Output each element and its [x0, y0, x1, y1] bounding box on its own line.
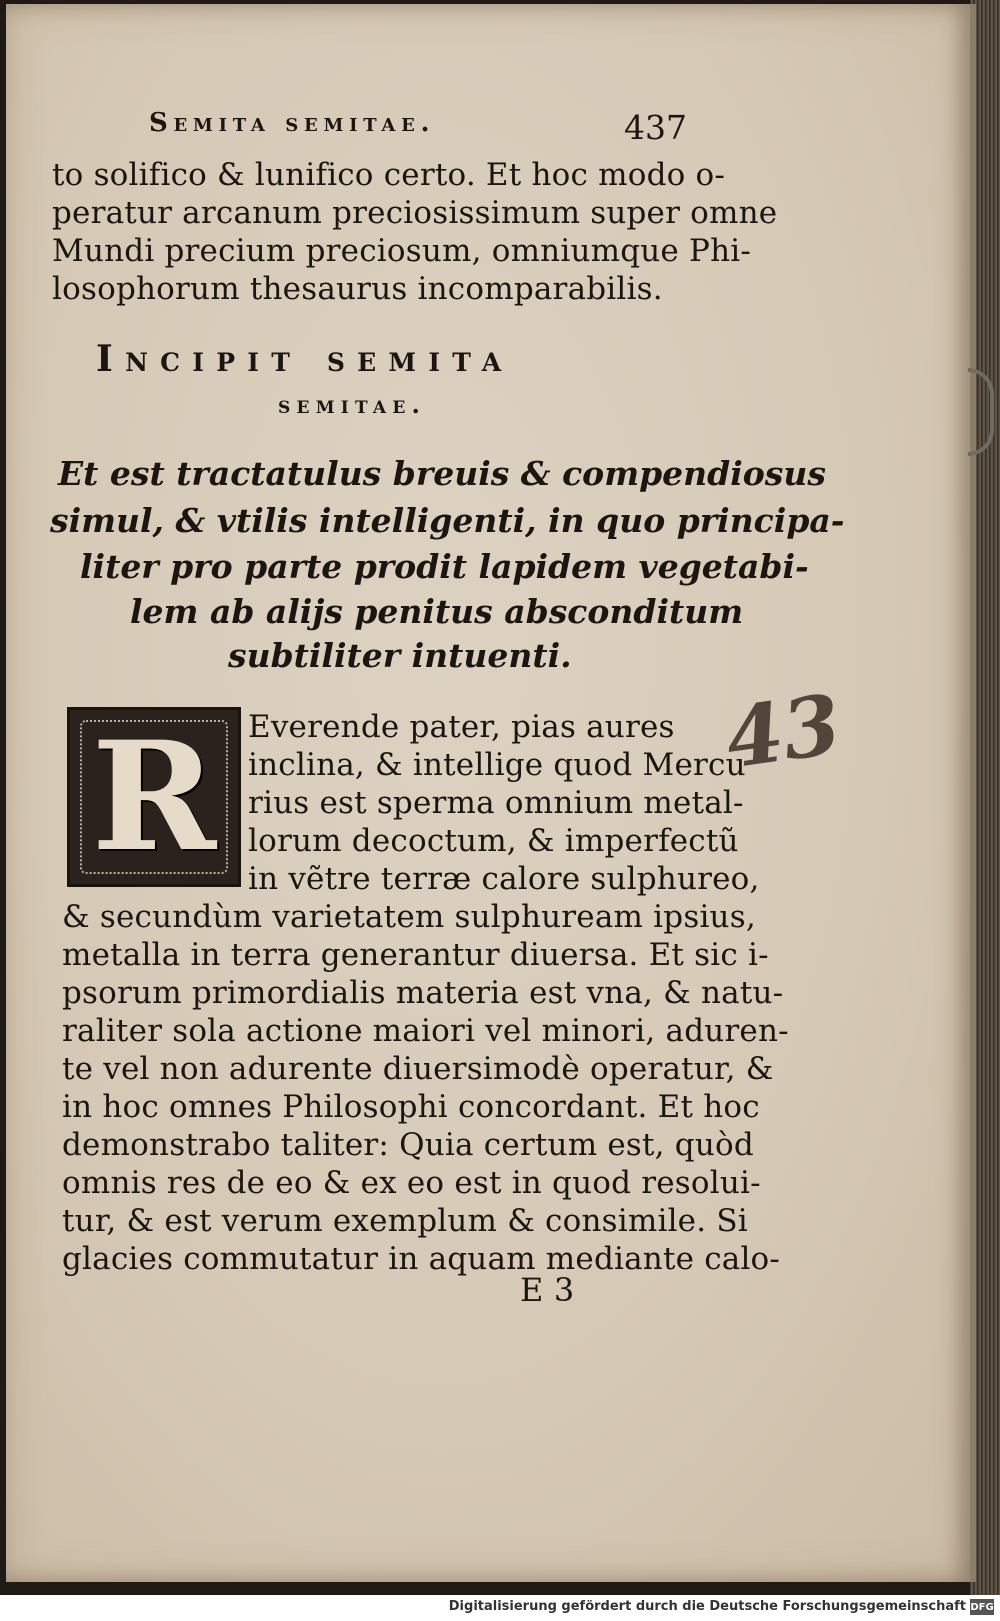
text-line: Mundi precium preciosum, omniumque Phi-: [52, 233, 752, 269]
text-line: in vẽtre terræ calore sulphureo,: [248, 861, 760, 897]
text-line: tur, & est verum exemplum & consimile. Si: [62, 1203, 748, 1239]
subtitle-line: Et est tractatulus breuis & compendiosus: [58, 454, 826, 493]
text-line: te vel non adurente diuersimodè operatur, &: [62, 1051, 774, 1087]
text-line: losophorum thesaurus incomparabilis.: [52, 271, 663, 307]
text-line: & secundùm varietatem sulphuream ipsius,: [62, 899, 756, 935]
text-line: peratur arcanum preciosissimum super omne: [52, 195, 778, 231]
footer-credit: Digitalisierung gefördert durch die Deutsche Forschungsgemeinschaft: [448, 1599, 966, 1614]
text-line: raliter sola actione maiori vel minori, aduren-: [62, 1013, 789, 1049]
section-heading-continued: semitae.: [278, 390, 427, 419]
running-title: Semita semitae.: [149, 108, 436, 138]
initial-ornament: [80, 709, 228, 885]
text-line: to solifico & lunifico certo. Et hoc modo o-: [52, 157, 726, 193]
text-line: demonstrabo taliter: Quia certum est, quòd: [62, 1127, 754, 1163]
text-line: lorum decoctum, & imperfectũ: [248, 823, 739, 859]
signature-mark: E 3: [520, 1271, 575, 1309]
subtitle-line: simul, & vtilis intelligenti, in quo principa-: [50, 501, 845, 540]
section-heading: Incipit semita: [96, 338, 514, 380]
text-line: Everende pater, pias aures: [248, 709, 675, 745]
subtitle-line: liter pro parte prodit lapidem vegetabi-: [80, 547, 809, 586]
handwritten-shelfmark: 43: [719, 676, 847, 788]
dfg-logo: DFG: [970, 1599, 994, 1615]
subtitle-line: lem ab alijs penitus absconditum: [130, 592, 744, 631]
text-line: omnis res de eo & ex eo est in quod resolui-: [62, 1165, 761, 1201]
page-number: 437: [624, 108, 687, 147]
text-line: glacies commutatur in aquam mediante calo-: [62, 1241, 781, 1277]
book-page: [6, 4, 976, 1582]
text-line: metalla in terra generantur diuersa. Et sic i-: [62, 937, 769, 973]
text-line: in hoc omnes Philosophi concordant. Et hoc: [62, 1089, 760, 1125]
subtitle-line: subtiliter intuenti.: [228, 636, 572, 675]
text-line: psorum primordialis materia est vna, & natu-: [62, 975, 784, 1011]
decorated-initial: [67, 707, 241, 887]
text-line: rius est sperma omnium metal-: [248, 785, 744, 821]
footer-bar: [0, 1595, 1000, 1621]
initial-letter: R: [91, 709, 217, 885]
text-line: inclina, & intellige quod Mercu: [248, 747, 746, 783]
metal-clip: [968, 368, 994, 456]
